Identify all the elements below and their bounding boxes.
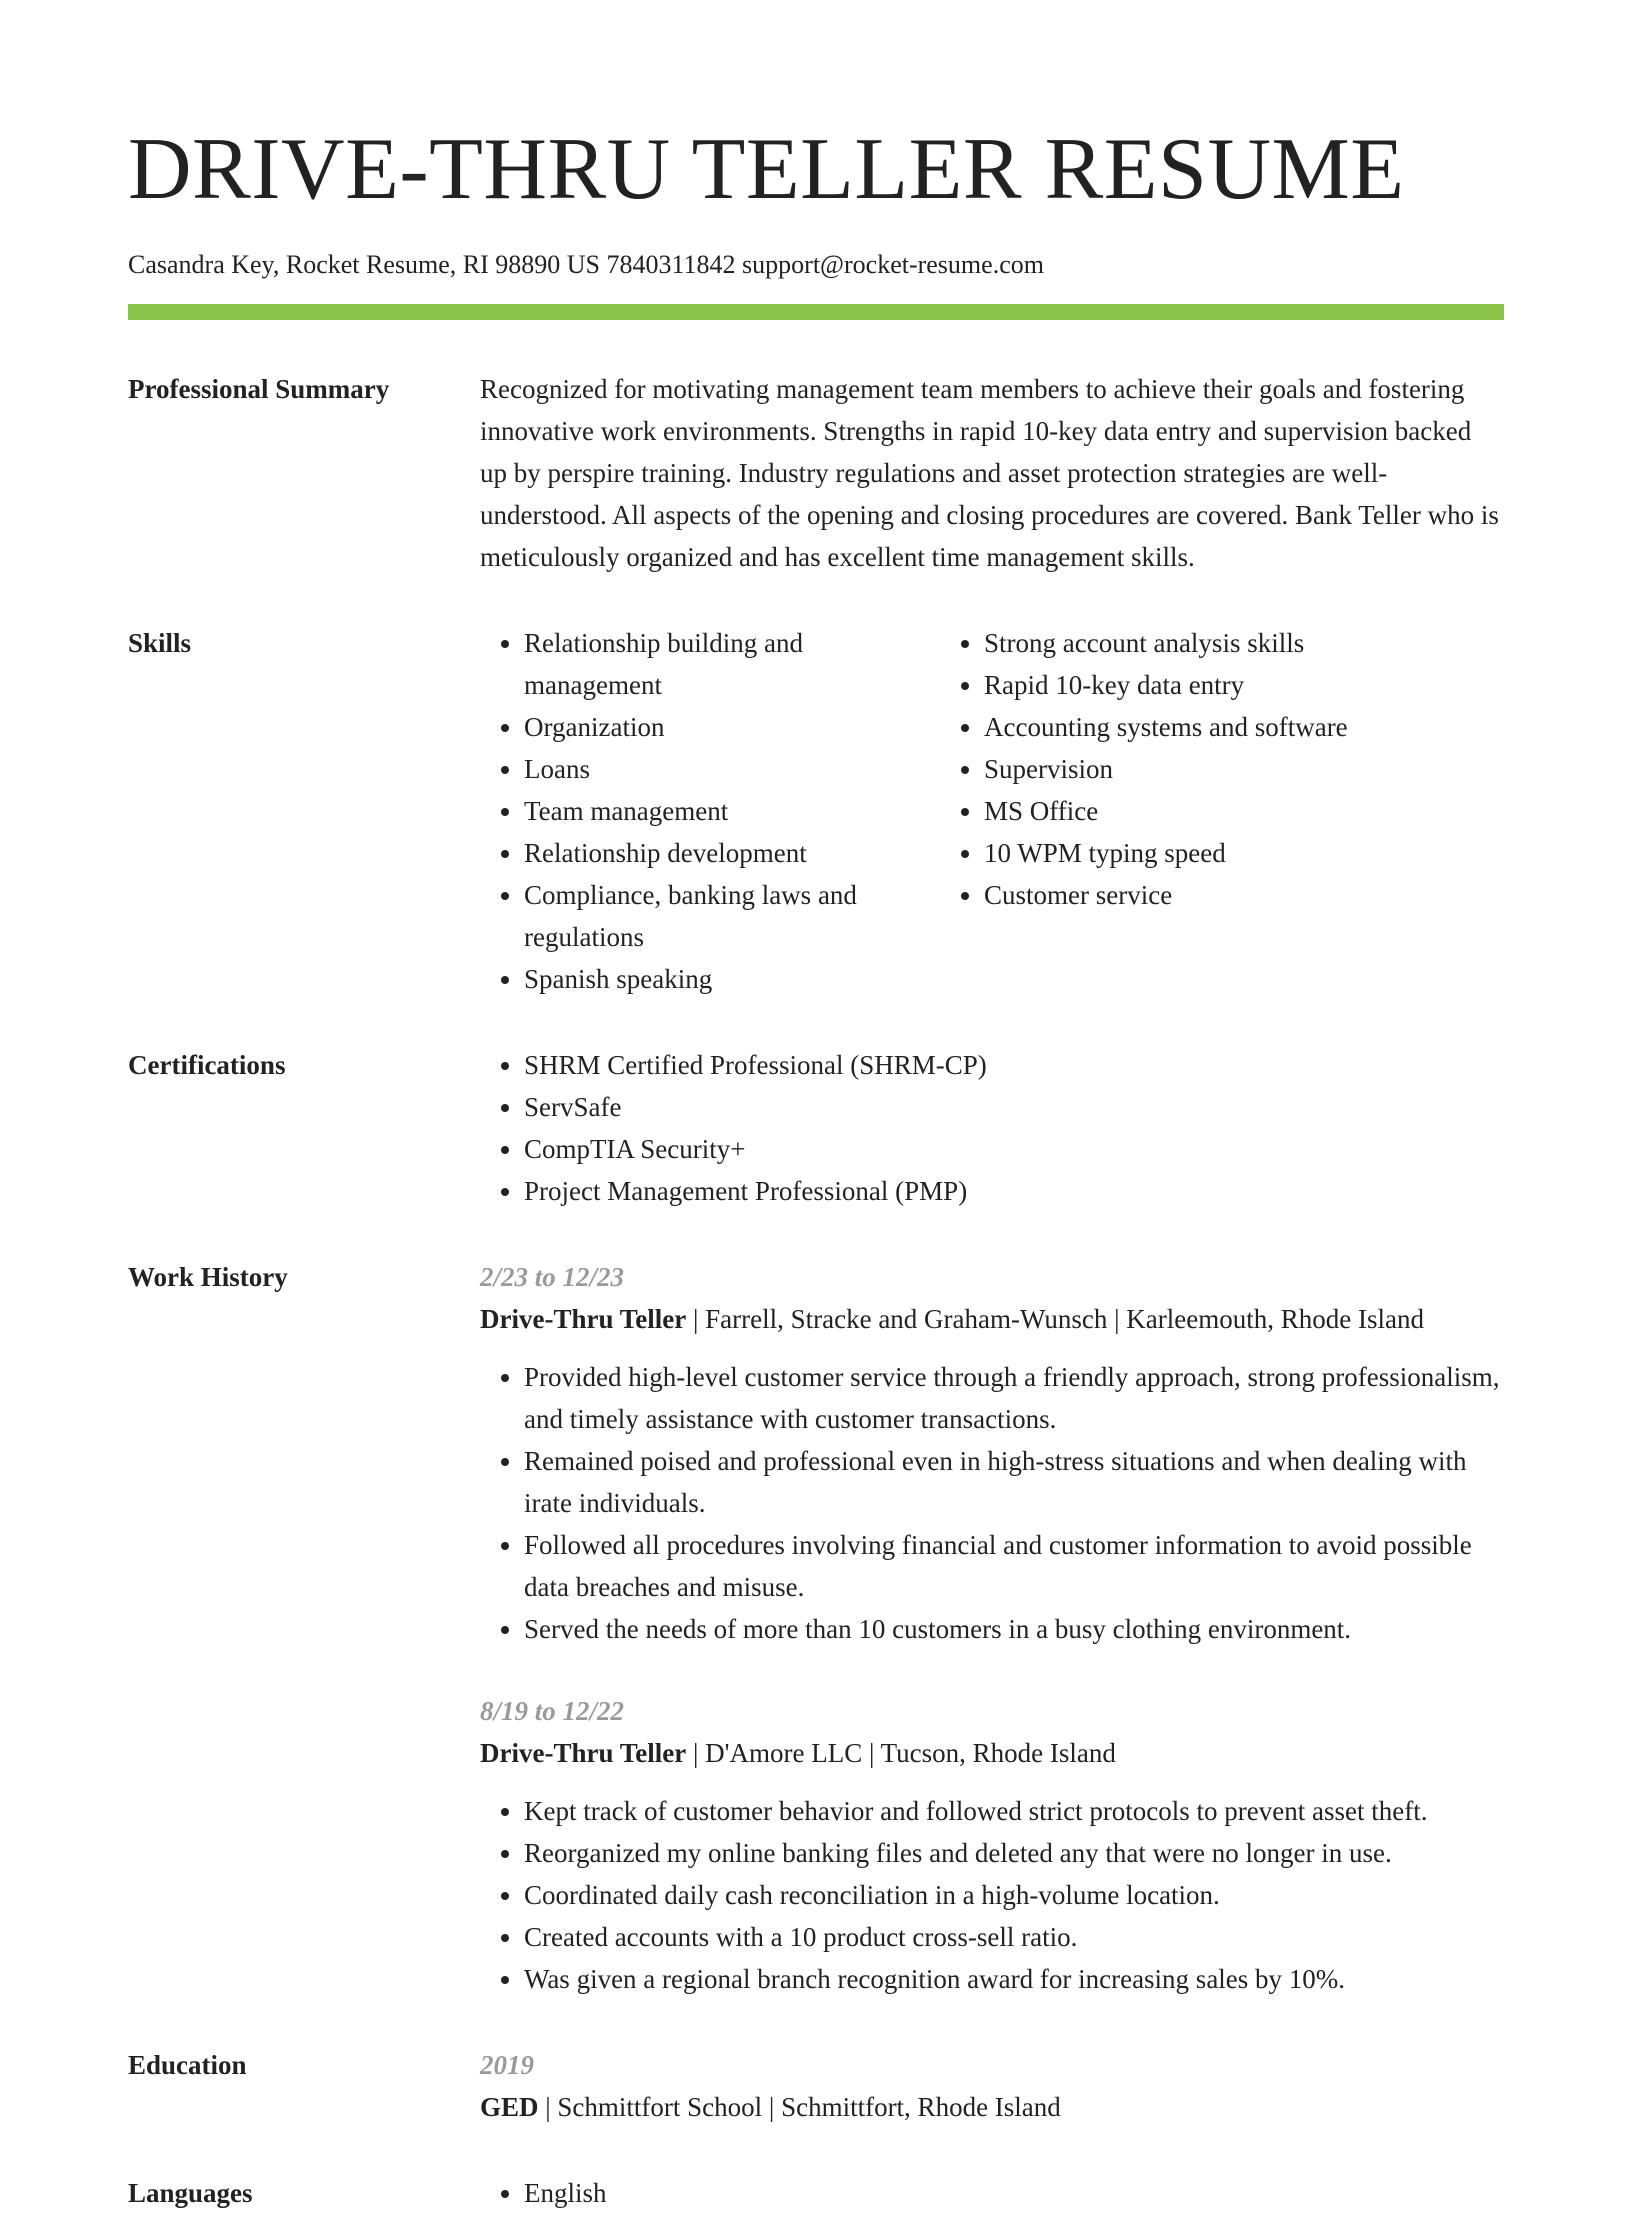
skill-item: • 10 WPM typing speed xyxy=(984,832,1504,874)
job-bullet: • Kept track of customer behavior and followed strict protocols to prevent asset theft. xyxy=(524,1790,1504,1832)
skill-item: • Loans xyxy=(524,748,940,790)
skill-item: • Compliance, banking laws and regulations xyxy=(524,874,940,958)
certification-item: • ServSafe xyxy=(524,1086,1504,1128)
section-label-languages: Languages xyxy=(128,2178,253,2208)
job-bullet: • Served the needs of more than 10 customers in a busy clothing environment. xyxy=(524,1608,1504,1650)
skill-item: • Spanish speaking xyxy=(524,958,940,1000)
job-bullet: • Remained poised and professional even in high-stress situations and when dealing with irate individuals. xyxy=(524,1440,1504,1524)
job-bullet: • Was given a regional branch recognition award for increasing sales by 10%. xyxy=(524,1958,1504,2000)
job-bullet: • Reorganized my online banking files and deleted any that were no longer in use. xyxy=(524,1832,1504,1874)
skill-item: • Relationship building and management xyxy=(524,622,940,706)
work-history-section xyxy=(128,1256,1504,2000)
job-bullets xyxy=(480,1790,1504,2000)
section-label-summary: Professional Summary xyxy=(128,374,390,404)
skill-item: • Team management xyxy=(524,790,940,832)
job-title-line xyxy=(480,1298,1504,1340)
education-degree: GED xyxy=(480,2092,539,2122)
job-entry xyxy=(480,1256,1504,1650)
section-label-work-history: Work History xyxy=(128,1262,288,1292)
education-line xyxy=(480,2086,1504,2128)
languages-list xyxy=(480,2172,1504,2214)
certifications-list xyxy=(480,1044,1504,1212)
summary-section xyxy=(128,368,1504,578)
skill-item: • Relationship development xyxy=(524,832,940,874)
skills-section xyxy=(128,622,1504,1000)
skill-item: • Strong account analysis skills xyxy=(984,622,1504,664)
section-label-certifications: Certifications xyxy=(128,1050,286,1080)
skill-item: • Accounting systems and software xyxy=(984,706,1504,748)
education-details: | Schmittfort School | Schmittfort, Rhode Island xyxy=(538,2092,1061,2122)
job-details: | D'Amore LLC | Tucson, Rhode Island xyxy=(686,1738,1116,1768)
job-role: Drive-Thru Teller xyxy=(480,1304,687,1334)
job-role: Drive-Thru Teller xyxy=(480,1738,687,1768)
certification-item: • CompTIA Security+ xyxy=(524,1128,1504,1170)
certification-item: • SHRM Certified Professional (SHRM-CP) xyxy=(524,1044,1504,1086)
education-section xyxy=(128,2044,1504,2128)
job-entry xyxy=(480,1690,1504,2000)
resume-title: DRIVE-THRU TELLER RESUME xyxy=(128,121,1405,218)
skills-list-left xyxy=(480,622,940,1000)
job-bullet: • Created accounts with a 10 product cross-sell ratio. xyxy=(524,1916,1504,1958)
education-year: 2019 xyxy=(480,2050,534,2080)
job-bullet: • Provided high-level customer service through a friendly approach, strong professionalism, and timely assistance with customer transactions. xyxy=(524,1356,1504,1440)
languages-section xyxy=(128,2172,1504,2214)
job-details: | Farrell, Stracke and Graham-Wunsch | Karleemouth, Rhode Island xyxy=(686,1304,1424,1334)
accent-divider xyxy=(128,304,1504,320)
contact-line: Casandra Key, Rocket Resume, RI 98890 US 7840311842 support@rocket-resume.com xyxy=(128,250,1044,279)
language-item: • English xyxy=(524,2172,1504,2214)
summary-text: Recognized for motivating management team members to achieve their goals and fostering innovative work environments. Strengths in rapid 10-key data entry and supervision backed up by perspire training. Industry regulations and asset protection strategies are well-understood. All aspects of the opening and closing procedures are covered. Bank Teller who is meticulously organized and has excellent time management skills. xyxy=(480,374,1499,572)
certification-item: • Project Management Professional (PMP) xyxy=(524,1170,1504,1212)
certifications-section xyxy=(128,1044,1504,1212)
skills-list-right xyxy=(940,622,1504,1000)
job-bullet: • Coordinated daily cash reconciliation in a high-volume location. xyxy=(524,1874,1504,1916)
job-bullet: • Followed all procedures involving financial and customer information to avoid possible data breaches and misuse. xyxy=(524,1524,1504,1608)
job-bullets xyxy=(480,1356,1504,1650)
section-label-skills: Skills xyxy=(128,628,192,658)
job-dates: 8/19 to 12/22 xyxy=(480,1696,625,1726)
job-dates: 2/23 to 12/23 xyxy=(480,1262,625,1292)
skill-item: • Organization xyxy=(524,706,940,748)
skill-item: • Rapid 10-key data entry xyxy=(984,664,1504,706)
section-label-education: Education xyxy=(128,2050,247,2080)
skill-item: • MS Office xyxy=(984,790,1504,832)
resume-page xyxy=(128,0,1504,2214)
skill-item: • Supervision xyxy=(984,748,1504,790)
skill-item: • Customer service xyxy=(984,874,1504,916)
job-title-line xyxy=(480,1732,1504,1774)
